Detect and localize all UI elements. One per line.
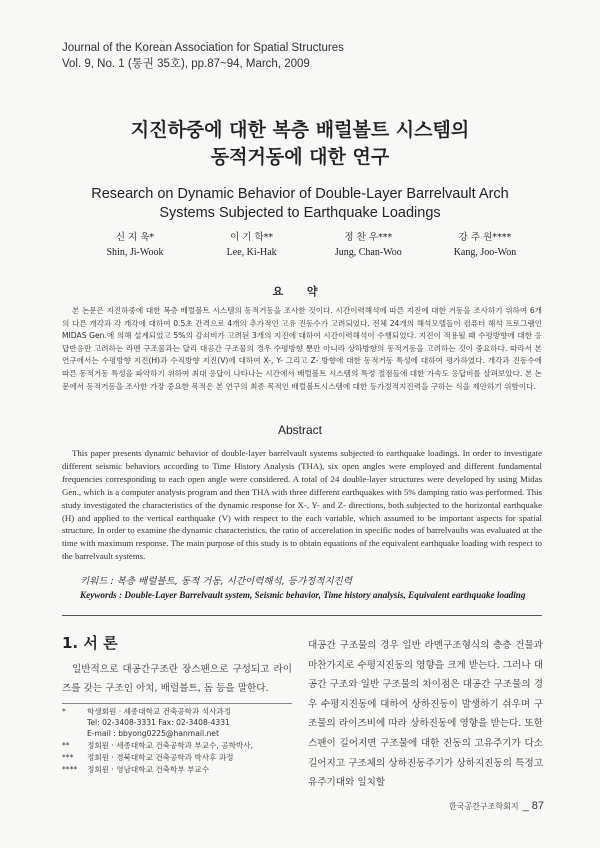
footnote-mark: *** [62,753,74,762]
journal-header [62,40,542,72]
footnote [62,706,302,739]
footnote [62,740,302,751]
keywords-ko: 키워드 : 복층 배럴볼트, 동적 거동, 시간이력해석, 등가정적지진력 [80,576,353,587]
author-name-ko: 정 찬 우*** [344,232,393,243]
abstract-en-heading: Abstract [277,423,322,437]
author [80,230,190,260]
section-heading: 1. 서 론 [62,634,118,652]
section-divider [62,615,542,616]
footnote-line: 정회원 · 영남대학교 건축학부 부교수 [87,765,210,774]
author-name-ko: 신 지 욱* [115,232,155,243]
abstract-ko-heading: 요 약 [272,285,328,298]
footnote-line: 정회원 · 경북대학교 건축공학과 박사후 과정 [87,753,234,762]
author-name-en: Shin, Ji-Wook [106,247,164,258]
paper-title-english [0,185,600,223]
title-ko-line2: 동적거동에 대한 연구 [210,146,390,168]
author-name-en: Lee, Ki-Hak [226,247,277,258]
title-en-line2: Systems Subjected to Earthquake Loadings [159,205,441,221]
author [313,230,423,260]
intro-paragraph-left: 일반적으로 대공간구조란 장스팬으로 구성되고 라이즈를 갖는 구조인 아치, 배럴볼트, 돔 등을 말한다. [62,664,292,694]
intro-paragraph-right: 대공간 구조물의 경우 일반 라멘구조형식의 층층 건물과 마찬가지로 수평지진동의 영향을 크게 받는다. 그러나 대공간 구조와 일반 구조물의 차이점은 대공간 구조물의 경우 수평지진동에 대하여 상하진동이 발생하기 쉬우며 구조물의 라이즈비에 따라 상하진동에 영향을 받는다. 또한 스팬이 길어지면 구조물에 대한 진동의 고유주기가 다소 길어지고 구조체의 상하진동주기가 상하지진동의 특정고유주기대와 일치할 [308,640,543,789]
author-name-en: Jung, Chan-Woo [334,247,402,258]
page-footer [449,800,544,812]
journal-name: Journal of the Korean Association for Spatial Structures [62,42,344,54]
author-name-en: Kang, Joo-Won [453,247,517,258]
keywords-en [80,590,550,600]
footnote-mark: ** [62,741,70,750]
author-list [80,230,540,260]
author-name-ko: 이 기 학** [230,232,274,243]
footer-journal-name: 한국공간구조학회지 [449,802,519,811]
author [197,230,307,260]
footnote-line: 학생회원 · 세종대학교 건축공학과 석사과정 [87,707,232,716]
title-en-line1: Research on Dynamic Behavior of Double-Layer Barrelvault Arch [91,186,509,202]
footnote-mark: * [62,707,66,716]
footnote-divider [62,703,292,704]
abstract-en-text: This paper presents dynamic behavior of double-layer barrelvault systems subjected to earthquake loadings. In order to investigate different seismic behaviors according to Time History Analysis (THA), six open angles were employed and different fundamental frequencies corresponding to each open angle were considered. A total of 24 double-layer structures were developed by using Midas Gen., which is a computer analysis program and then THA with three different earthquakes with 5% damping ratio was performed. This study investigated the characteristics of the dynamic response for X-, Y- and Z- directions, both subjected to the horizontal earthquake (H) and applied to the vertical earthquake (V) with respect to the each variable, which assumed to be important aspects for spatial structure. In order to examine the dynamic characteristics, the ratio of accerelation in specific nodes of barrelvaults was evaluated at the time with maximum response. The main purpose of this study is to obtain equations of the equivalent earthquake loading with respect to the barrelvault systems. [62,448,542,562]
journal-issue: Vol. 9, No. 1 (통권 35호), pp.87~94, March, 2009 [62,58,310,70]
footnote [62,764,302,775]
keywords-en-label: Keywords : [80,590,123,600]
paper-title-korean [0,117,600,171]
title-ko-line1: 지진하중에 대한 복층 배럴볼트 시스템의 [130,119,470,141]
page-number: _ 87 [522,800,544,812]
footnote-line: Tel: 02-3408-3331 Fax: 02-3408-4331 [87,718,230,727]
keywords-en-text: Double-Layer Barrelvault system, Seismic behavior, Time history analysis, Equivalent earthquake loading [124,590,526,600]
author [430,230,540,260]
footnotes [62,706,302,776]
footnote-mark: **** [62,765,78,774]
author-name-ko: 강 주 원**** [458,232,512,243]
footnote-line: E-mail : bbyong0225@hanmail.net [87,729,219,738]
footnote-line: 정회원 · 세종대학교 건축공학과 부교수, 공학박사, [87,741,254,750]
abstract-ko-text: 본 논문은 지진하중에 대한 복층 배럴볼트 시스템의 동적거동을 조사한 것이다. 시간이력해석에 따른 지진에 대한 거동을 조사하기 위하여 6개의 다른 개각과 각 개각에 대하여 0.5초 간격으로 4개의 추가적인 고유 진동수가 고려되었다. 전체 24개의 해석모델들이 컴퓨터 해석 프로그램인 MIDAS Gen.에 의해 설계되었고 5%의 감쇠비가 고려된 3개의 지진에 대하여 시간이력해석이 수행되었다. 지진이 적용될 때 수평방향에 대한 응답반응만 고려하는 라멘 구조물과는 달리 대공간 구조물의 경우 수평방향 뿐만 아니라 상하방향의 동적거동을 고려하는 것이 중요하다. 따라서 본 연구에서는 수평방향 지진(H)과 수직방향 지진(V)에 대하여 X-, Y- 그리고 Z- 방향에 대한 동적거동 특성에 대하여 평가하였다. 개각과 진동수에 따른 동적거동 특성을 파악하기 위하여 최대 응답이 나타나는 시간에서 배럴볼트 시스템의 특정 절점들에 대한 가속도 응답비를 살펴보았다. 본 논문에서 동적거동을 조사한 가장 중요한 목적은 본 연구의 최종 목적인 배럴볼트시스템에 대한 등가정적지진력을 구하는 식을 제안하기 위함이다. [62,306,542,391]
footnote [62,752,302,763]
